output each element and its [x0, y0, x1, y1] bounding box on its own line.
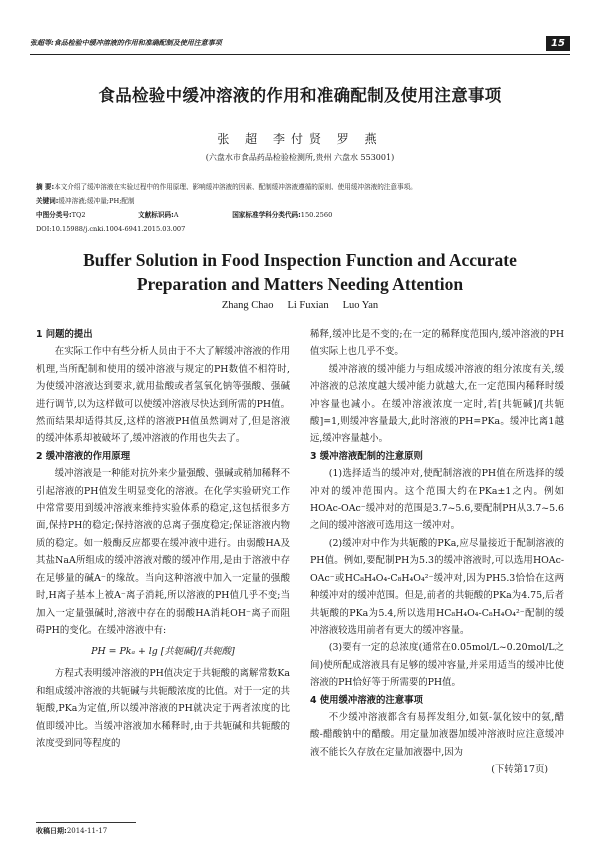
chinese-affiliation: (六盘水市食品药品检验检测所,贵州 六盘水 553001)	[205, 153, 395, 162]
paragraph: (2)缓冲对中作为共轭酸的PKa,应尽量接近于配制溶液的PH值。例如,要配制PH为5.3的缓冲溶液时,可以选用HOAc-OAc⁻或HC₈H₄O₄-C₈H₄O₄²⁻缓冲对,因为PH5.3恰恰在这两种缓冲对的缓冲范围。但是,前者的共轭酸的PKa为4.75,后者共轭酸的PKa为5.4,所以选用HC₈H₄O₄-C₈H₄O₄²⁻配制的缓冲溶液较选用前者有更大的缓冲容量。	[310, 537, 564, 636]
std-code-value: 150.2560	[300, 211, 333, 219]
doc-code-value: A	[173, 211, 179, 219]
section-heading-2: 2 缓冲溶液的作用原理	[36, 450, 131, 462]
chinese-title: 食品检验中缓冲溶液的作用和准确配制及使用注意事项	[98, 86, 502, 105]
continued-note: (下转第17页)	[491, 764, 548, 776]
footer-divider	[36, 822, 136, 823]
english-author: Zhang Chao	[221, 300, 274, 311]
paragraph: 稀释,缓冲比是不变的;在一定的稀释度范围内,缓冲溶液的PH值实际上也几乎不变。	[310, 329, 564, 358]
paragraph: 方程式表明缓冲溶液的PH值决定于共轭酸的离解常数Ka和组成缓冲溶液的共轭碱与共轭酸浓度的比值。对于一定的共轭酸,PKa为定值,所以缓冲溶液的PH就决定于两者浓度的比值即缓冲比。当缓冲溶液加水稀释时,由于共轭碱和共轭酸的浓度受到同等程度的	[36, 668, 290, 749]
english-title-line-1: Buffer Solution in Food Inspection Function and Accurate	[83, 250, 517, 270]
paragraph: 缓冲溶液的缓冲能力与组成缓冲溶液的组分浓度有关,缓冲溶液的总浓度越大缓冲能力就越大,在一定范围内稀释时缓冲容量也减小。在缓冲溶液浓度一定时,若[共轭碱]/[共轭酸]=1,则缓冲容量最大,此时溶液的PH=PKa。缓冲比离1越远,缓冲容量越小。	[310, 363, 564, 445]
paragraph: (3)要有一定的总浓度(通常在0.05mol/L~0.20mol/L之间)使所配成溶液具有足够的缓冲容量,并采用适当的缓冲比使溶液的PH恰好等于所需要的PH值。	[310, 642, 564, 689]
english-author: Li Fuxian	[287, 300, 329, 311]
running-title: 张超等:食品检验中缓冲溶液的作用和准确配制及使用注意事项	[30, 39, 222, 47]
clc-label: 中图分类号:	[36, 211, 72, 219]
paragraph: 不少缓冲溶液都含有易挥发组分,如氨-氯化铵中的氨,醋酸-醋酸钠中的醋酸。用定量加液器加缓冲溶液时应注意缓冲液不能长久存放在定量加液器中,因为	[310, 711, 564, 758]
received-label: 收稿日期:	[36, 827, 67, 835]
paragraph: 在实际工作中有些分析人员由于不大了解缓冲溶液的作用机理,当所配制和使用的缓冲溶液与规定的PH数值不相符时,为使缓冲溶液达到要求,就用盐酸或者氢氧化钠等强酸、强碱进行调节,以为这样做可以使缓冲溶液尽快达到所需的PH值。然而结果却适得其反,这样的溶液PH值虽然调对了,但是溶液的缓冲体系却被破坏了,缓冲溶液的作用也失去了。	[36, 346, 290, 445]
henderson-equation: PH = Pkₐ + lg [共轭碱]/[共轭酸]	[91, 646, 235, 658]
right-column	[310, 326, 564, 779]
paragraph: (1)选择适当的缓冲对,使配制溶液的PH值在所选择的缓冲对的缓冲范围内。这个范围大约在PKa±1之内。例如HOAc-OAc⁻缓冲对的范围是3.7~5.6,要配制PH从3.7~5.6之间的缓冲溶液可选用这一缓冲对。	[310, 468, 564, 532]
english-author: Luo Yan	[342, 300, 379, 311]
section-heading-1: 1 问题的提出	[36, 329, 93, 340]
keywords	[36, 196, 576, 206]
keywords-text: 缓冲溶液;缓冲量;PH;配制	[58, 197, 135, 205]
section-heading-4: 4 使用缓冲溶液的注意事项	[310, 694, 423, 706]
chinese-authors: 张 超 李付贤 罗 燕	[217, 132, 383, 146]
english-authors	[0, 300, 600, 311]
classification-line	[36, 210, 576, 220]
left-column	[36, 326, 290, 752]
page-number: 15	[546, 36, 570, 51]
received-value: 2014-11-17	[66, 827, 108, 835]
doc-code-label: 文献标识码:	[138, 211, 174, 219]
english-title-line-2: Preparation and Matters Needing Attention	[136, 274, 464, 294]
abstract-text: 本文介绍了缓冲溶液在实验过程中的作用原理、影响缓冲溶液的因素、配制缓冲溶液遵循的原则、使用缓冲溶液的注意事项。	[54, 183, 417, 191]
paragraph: 缓冲溶液是一种能对抗外来少量强酸、强碱或稍加稀释不引起溶液的PH值发生明显变化的溶液。在化学实验研究工作中常常要用到缓冲溶液来维持实验体系的稳定,这包括很多方面,保持PH的稳定;保持溶液的总离子强度稳定;保证溶液内物质的稳定。如一般酶反应都要在缓冲液中进行。由弱酸HA及其盐NaA所组成的缓冲溶液对酸的缓冲作用,是由于溶液中存在足够量的碱A⁻的缘故。当向这种溶液中加入一定量的强酸时,H离子基本上被A⁻离子消耗,所以溶液的PH值几乎不变;当加入一定量强碱时,溶液中存在的弱酸HA消耗OH⁻离子而阻碍PH的变化。在缓冲溶液中有:	[36, 468, 290, 636]
section-heading-3: 3 缓冲溶液配制的注意原则	[310, 450, 423, 462]
abstract-label: 摘 要:	[36, 183, 55, 191]
std-code-label: 国家标准学科分类代码:	[232, 211, 301, 219]
header-divider	[30, 54, 570, 55]
clc-value: TQ2	[71, 211, 86, 219]
keywords-label: 关键词:	[36, 197, 59, 205]
received-date	[36, 826, 107, 836]
running-header	[30, 36, 570, 52]
doi: DOI:10.15988/j.cnki.1004-6941.2015.03.007	[36, 225, 186, 233]
abstract	[36, 182, 576, 192]
